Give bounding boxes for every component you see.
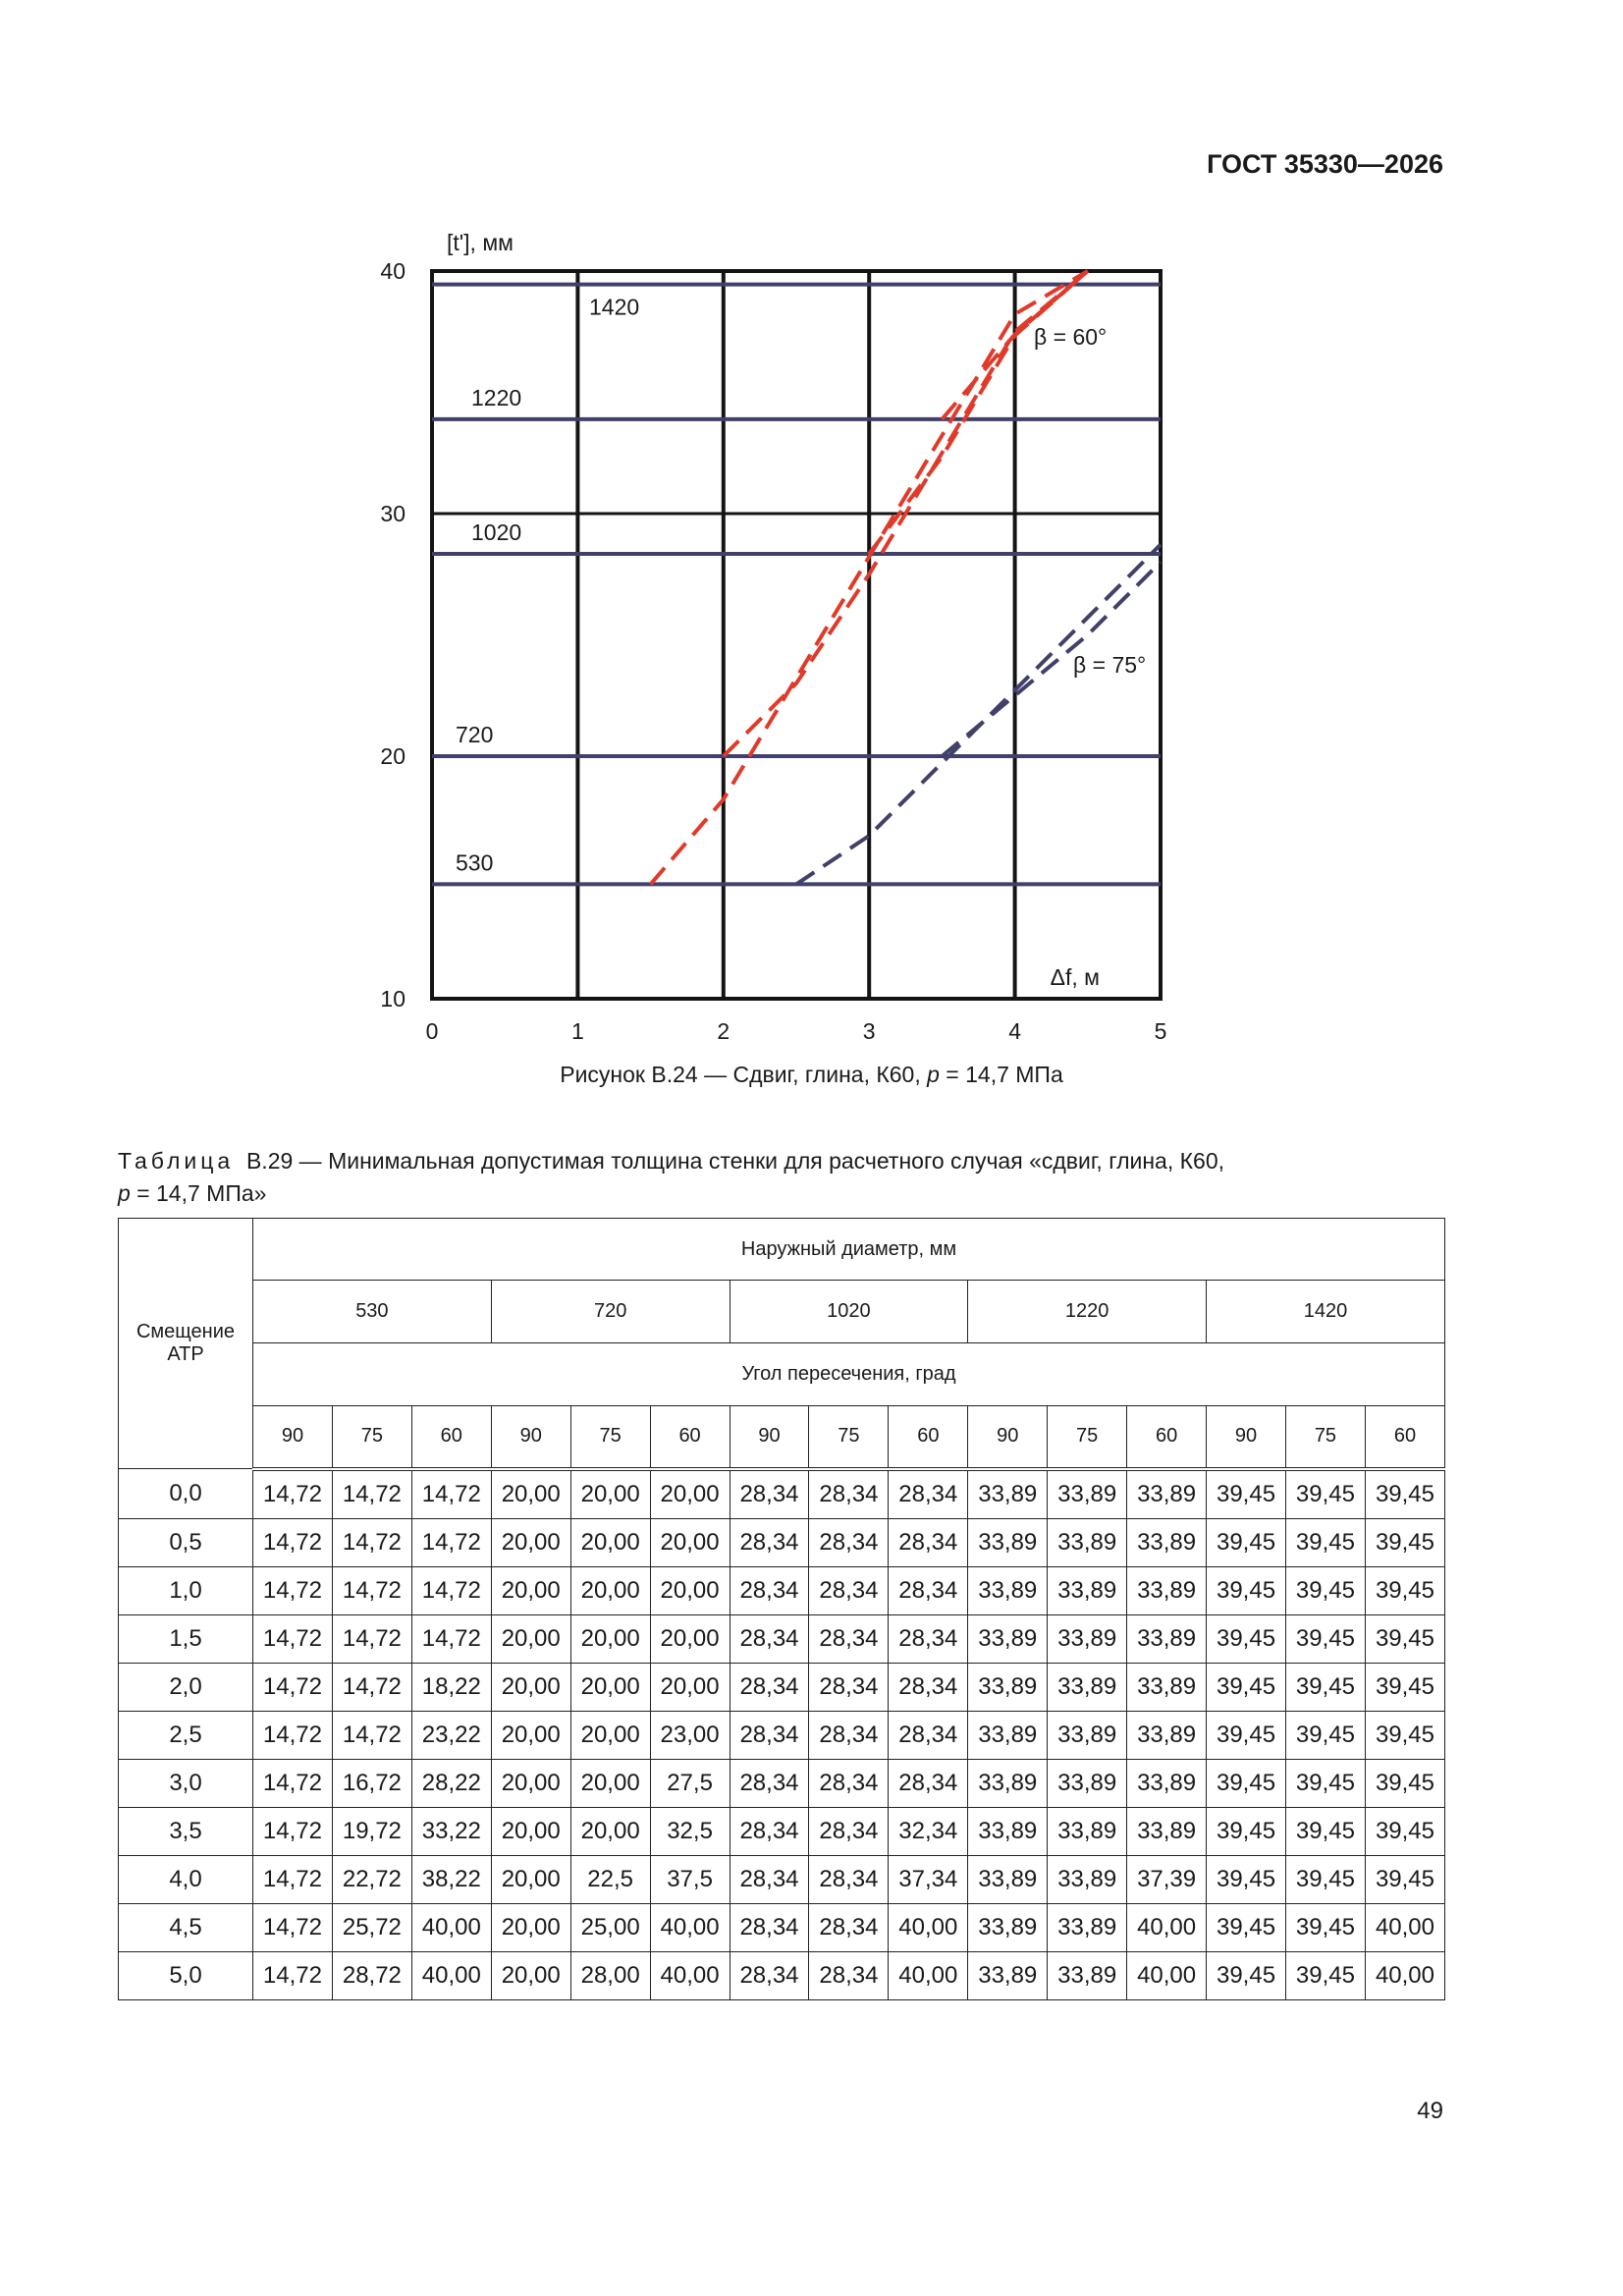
value-cell: 20,00 (491, 1614, 570, 1663)
value-cell: 28,34 (809, 1951, 889, 1999)
curve-beta-75 (796, 545, 1161, 885)
value-cell: 28,34 (809, 1903, 889, 1951)
shift-cell: 3,0 (119, 1759, 253, 1807)
value-cell: 33,89 (1048, 1518, 1127, 1566)
value-cell: 22,72 (332, 1855, 411, 1903)
value-cell: 28,34 (730, 1711, 809, 1759)
value-cell: 37,34 (889, 1855, 968, 1903)
value-cell: 39,45 (1365, 1663, 1444, 1711)
beta-60-label: β = 60° (1034, 324, 1108, 350)
value-cell: 28,34 (889, 1469, 968, 1519)
angle-header-cell: 75 (570, 1406, 650, 1469)
value-cell: 33,89 (1048, 1951, 1127, 1999)
value-cell: 40,00 (650, 1903, 730, 1951)
angle-header-cell: 90 (1207, 1406, 1286, 1469)
value-cell: 39,45 (1365, 1469, 1444, 1519)
value-cell: 28,34 (730, 1614, 809, 1663)
x-tick-label: 1 (571, 1018, 584, 1044)
value-cell: 28,34 (889, 1663, 968, 1711)
x-tick-label: 2 (717, 1018, 730, 1044)
plot-frame (432, 271, 1161, 999)
value-cell: 14,72 (253, 1711, 333, 1759)
angle-header-cell: 75 (332, 1406, 411, 1469)
value-cell: 28,34 (809, 1663, 889, 1711)
value-cell: 39,45 (1285, 1903, 1365, 1951)
value-cell: 20,00 (491, 1951, 570, 1999)
angle-header-cell: 60 (889, 1406, 968, 1469)
value-cell: 23,00 (650, 1711, 730, 1759)
value-cell: 39,45 (1285, 1663, 1365, 1711)
value-cell: 39,45 (1365, 1566, 1444, 1614)
table-row (119, 1759, 1445, 1807)
value-cell: 14,72 (253, 1807, 333, 1855)
value-cell: 39,45 (1207, 1614, 1286, 1663)
value-cell: 28,34 (809, 1759, 889, 1807)
value-cell: 33,89 (1048, 1711, 1127, 1759)
shift-cell: 0,0 (119, 1469, 253, 1519)
value-cell: 20,00 (650, 1614, 730, 1663)
value-cell: 33,89 (968, 1711, 1048, 1759)
angle-header: Угол пересечения, град (253, 1343, 1445, 1406)
value-cell: 39,45 (1365, 1518, 1444, 1566)
value-cell: 25,00 (570, 1903, 650, 1951)
value-cell: 33,89 (1127, 1518, 1207, 1566)
value-cell: 33,89 (968, 1903, 1048, 1951)
table-row (119, 1518, 1445, 1566)
caption-p: p (927, 1062, 940, 1087)
value-cell: 20,00 (650, 1469, 730, 1519)
diameter-line-label: 1220 (471, 384, 522, 410)
value-cell: 28,34 (889, 1566, 968, 1614)
value-cell: 14,72 (253, 1469, 333, 1519)
value-cell: 18,22 (411, 1663, 491, 1711)
value-cell: 33,89 (968, 1855, 1048, 1903)
value-cell: 33,89 (1127, 1566, 1207, 1614)
outer-diameter-header: Наружный диаметр, мм (253, 1219, 1445, 1281)
y-axis-label: [t'], мм (447, 230, 514, 255)
angle-header-cell: 60 (1365, 1406, 1444, 1469)
value-cell: 20,00 (570, 1759, 650, 1807)
table-row (119, 1663, 1445, 1711)
table-row (119, 1951, 1445, 1999)
value-cell: 28,34 (730, 1469, 809, 1519)
value-cell: 32,34 (889, 1807, 968, 1855)
value-cell: 33,89 (968, 1469, 1048, 1519)
value-cell: 28,34 (809, 1807, 889, 1855)
value-cell: 14,72 (332, 1614, 411, 1663)
value-cell: 33,89 (1048, 1469, 1127, 1519)
value-cell: 20,00 (570, 1807, 650, 1855)
table-row (119, 1614, 1445, 1663)
shift-cell: 5,0 (119, 1951, 253, 1999)
table-title-text2: = 14,7 МПа» (130, 1180, 267, 1206)
value-cell: 37,39 (1127, 1855, 1207, 1903)
chart-grid (432, 271, 1161, 999)
value-cell: 39,45 (1207, 1566, 1286, 1614)
value-cell: 28,34 (889, 1614, 968, 1663)
value-cell: 40,00 (650, 1951, 730, 1999)
value-cell: 20,00 (491, 1711, 570, 1759)
value-cell: 28,34 (809, 1566, 889, 1614)
value-cell: 39,45 (1207, 1951, 1286, 1999)
value-cell: 33,89 (1127, 1614, 1207, 1663)
value-cell: 33,89 (1048, 1566, 1127, 1614)
value-cell: 37,5 (650, 1855, 730, 1903)
diameter-line-label: 1420 (589, 294, 640, 320)
value-cell: 20,00 (570, 1566, 650, 1614)
value-cell: 39,45 (1207, 1469, 1286, 1519)
value-cell: 20,00 (650, 1518, 730, 1566)
shift-cell: 4,5 (119, 1903, 253, 1951)
value-cell: 27,5 (650, 1759, 730, 1807)
shift-cell: 0,5 (119, 1518, 253, 1566)
value-cell: 28,34 (809, 1614, 889, 1663)
value-cell: 20,00 (570, 1663, 650, 1711)
value-cell: 38,22 (411, 1855, 491, 1903)
value-cell: 39,45 (1285, 1951, 1365, 1999)
shift-cell: 1,5 (119, 1614, 253, 1663)
table-title (118, 1145, 1443, 1210)
value-cell: 33,89 (1127, 1663, 1207, 1711)
value-cell: 40,00 (889, 1903, 968, 1951)
value-cell: 28,34 (730, 1951, 809, 1999)
value-cell: 32,5 (650, 1807, 730, 1855)
table-row (119, 1469, 1445, 1519)
value-cell: 33,89 (968, 1518, 1048, 1566)
value-cell: 14,72 (332, 1711, 411, 1759)
value-cell: 28,34 (730, 1663, 809, 1711)
value-cell: 14,72 (253, 1951, 333, 1999)
angle-header-cell: 90 (491, 1406, 570, 1469)
value-cell: 28,34 (730, 1518, 809, 1566)
value-cell: 40,00 (1127, 1951, 1207, 1999)
value-cell: 20,00 (491, 1903, 570, 1951)
value-cell: 20,00 (650, 1566, 730, 1614)
y-tick-label: 20 (380, 743, 406, 769)
value-cell: 33,89 (1127, 1759, 1207, 1807)
value-cell: 28,34 (730, 1807, 809, 1855)
table-title-word: Таблица (118, 1148, 235, 1174)
shift-cell: 3,5 (119, 1807, 253, 1855)
value-cell: 39,45 (1207, 1518, 1286, 1566)
value-cell: 39,45 (1207, 1807, 1286, 1855)
tick-labels (380, 258, 1166, 1044)
value-cell: 28,72 (332, 1951, 411, 1999)
shift-cell: 4,0 (119, 1855, 253, 1903)
value-cell: 33,89 (1048, 1903, 1127, 1951)
value-cell: 28,34 (730, 1903, 809, 1951)
value-cell: 39,45 (1207, 1903, 1286, 1951)
page-number: 49 (1417, 2098, 1443, 2124)
x-tick-label: 0 (425, 1018, 439, 1044)
value-cell: 40,00 (1365, 1903, 1444, 1951)
table-title-p: p (118, 1180, 131, 1206)
value-cell: 14,72 (332, 1469, 411, 1519)
value-cell: 39,45 (1365, 1614, 1444, 1663)
value-cell: 20,00 (570, 1469, 650, 1519)
value-cell: 14,72 (411, 1566, 491, 1614)
value-cell: 14,72 (253, 1759, 333, 1807)
value-cell: 14,72 (253, 1663, 333, 1711)
value-cell: 33,89 (1048, 1663, 1127, 1711)
x-tick-label: 4 (1008, 1018, 1021, 1044)
value-cell: 20,00 (491, 1759, 570, 1807)
figure-caption (0, 1062, 1623, 1088)
diameter-line-label: 720 (456, 722, 494, 747)
value-cell: 14,72 (332, 1566, 411, 1614)
value-cell: 20,00 (570, 1518, 650, 1566)
x-tick-label: 3 (862, 1018, 876, 1044)
value-cell: 28,34 (809, 1469, 889, 1519)
value-cell: 14,72 (253, 1518, 333, 1566)
value-cell: 40,00 (411, 1951, 491, 1999)
value-cell: 28,34 (730, 1566, 809, 1614)
value-cell: 14,72 (411, 1518, 491, 1566)
table-row (119, 1903, 1445, 1951)
value-cell: 39,45 (1365, 1855, 1444, 1903)
shift-chart (353, 216, 1217, 1051)
table-title-text: В.29 — Минимальная допустимая толщина стенки для расчетного случая «сдвиг, глина, К60, (245, 1148, 1224, 1174)
angle-header-cell: 60 (1127, 1406, 1207, 1469)
value-cell: 33,22 (411, 1807, 491, 1855)
row-header-shift: Смещение АТР (119, 1219, 253, 1469)
diameter-header: 1420 (1207, 1281, 1445, 1343)
angle-header-cell: 75 (1285, 1406, 1365, 1469)
shift-cell: 1,0 (119, 1566, 253, 1614)
value-cell: 20,00 (491, 1518, 570, 1566)
value-cell: 22,5 (570, 1855, 650, 1903)
value-cell: 20,00 (491, 1566, 570, 1614)
diameter-lines (432, 285, 1161, 885)
value-cell: 33,89 (968, 1951, 1048, 1999)
value-cell: 33,89 (968, 1566, 1048, 1614)
value-cell: 33,89 (968, 1759, 1048, 1807)
value-cell: 19,72 (332, 1807, 411, 1855)
caption-prefix: Рисунок В.24 — Сдвиг, глина, К60, (560, 1062, 928, 1087)
standard-number: ГОСТ 35330—2026 (1207, 149, 1443, 179)
value-cell: 39,45 (1285, 1807, 1365, 1855)
diameter-header: 720 (491, 1281, 730, 1343)
value-cell: 39,45 (1207, 1855, 1286, 1903)
value-cell: 33,89 (1127, 1469, 1207, 1519)
value-cell: 39,45 (1365, 1807, 1444, 1855)
diameter-line-label: 530 (456, 849, 494, 876)
angle-header-cell: 60 (411, 1406, 491, 1469)
value-cell: 40,00 (411, 1903, 491, 1951)
value-cell: 39,45 (1285, 1518, 1365, 1566)
value-cell: 33,89 (1048, 1759, 1127, 1807)
value-cell: 28,34 (889, 1759, 968, 1807)
value-cell: 39,45 (1285, 1855, 1365, 1903)
value-cell: 16,72 (332, 1759, 411, 1807)
value-cell: 39,45 (1285, 1759, 1365, 1807)
value-cell: 28,34 (730, 1759, 809, 1807)
diameter-header: 1020 (730, 1281, 968, 1343)
value-cell: 28,34 (809, 1518, 889, 1566)
value-cell: 39,45 (1207, 1663, 1286, 1711)
value-cell: 28,34 (809, 1711, 889, 1759)
angle-header-cell: 60 (650, 1406, 730, 1469)
value-cell: 33,89 (1048, 1614, 1127, 1663)
value-cell: 20,00 (570, 1711, 650, 1759)
value-cell: 20,00 (650, 1663, 730, 1711)
value-cell: 28,34 (809, 1855, 889, 1903)
value-cell: 28,34 (889, 1518, 968, 1566)
diameter-header: 530 (253, 1281, 492, 1343)
value-cell: 33,89 (1048, 1807, 1127, 1855)
table-row (119, 1807, 1445, 1855)
angle-header-cell: 90 (730, 1406, 809, 1469)
value-cell: 39,45 (1285, 1469, 1365, 1519)
value-cell: 14,72 (253, 1855, 333, 1903)
table-row (119, 1711, 1445, 1759)
value-cell: 39,45 (1285, 1711, 1365, 1759)
angle-header-cell: 90 (253, 1406, 333, 1469)
value-cell: 20,00 (570, 1614, 650, 1663)
x-tick-label: 5 (1154, 1018, 1167, 1044)
wall-thickness-table (118, 1218, 1445, 2000)
value-cell: 20,00 (491, 1807, 570, 1855)
chart-curves (651, 271, 1161, 884)
value-cell: 28,22 (411, 1759, 491, 1807)
value-cell: 39,45 (1207, 1711, 1286, 1759)
diameter-header: 1220 (968, 1281, 1207, 1343)
value-cell: 40,00 (1365, 1951, 1444, 1999)
beta-75-label: β = 75° (1073, 652, 1147, 678)
shift-cell: 2,0 (119, 1663, 253, 1711)
value-cell: 23,22 (411, 1711, 491, 1759)
value-cell: 25,72 (332, 1903, 411, 1951)
diameter-line-label: 1020 (471, 519, 522, 546)
table-row (119, 1566, 1445, 1614)
curve-beta-60 (869, 271, 1088, 554)
value-cell: 33,89 (1048, 1855, 1127, 1903)
value-cell: 14,72 (411, 1469, 491, 1519)
caption-suffix: = 14,7 МПа (939, 1062, 1063, 1087)
value-cell: 33,89 (1127, 1807, 1207, 1855)
chart-labels (447, 230, 1146, 990)
value-cell: 33,89 (968, 1807, 1048, 1855)
value-cell: 40,00 (889, 1951, 968, 1999)
value-cell: 20,00 (491, 1663, 570, 1711)
value-cell: 28,34 (889, 1711, 968, 1759)
y-tick-label: 40 (380, 258, 406, 284)
value-cell: 39,45 (1285, 1614, 1365, 1663)
y-tick-label: 10 (380, 986, 406, 1011)
value-cell: 14,72 (253, 1614, 333, 1663)
value-cell: 39,45 (1365, 1759, 1444, 1807)
value-cell: 28,34 (730, 1855, 809, 1903)
x-axis-label: Δf, м (1050, 964, 1100, 990)
value-cell: 14,72 (332, 1663, 411, 1711)
value-cell: 33,89 (968, 1614, 1048, 1663)
value-cell: 33,89 (968, 1663, 1048, 1711)
angle-header-cell: 75 (809, 1406, 889, 1469)
value-cell: 14,72 (411, 1614, 491, 1663)
value-cell: 20,00 (491, 1855, 570, 1903)
shift-cell: 2,5 (119, 1711, 253, 1759)
value-cell: 20,00 (491, 1469, 570, 1519)
value-cell: 14,72 (253, 1903, 333, 1951)
value-cell: 14,72 (332, 1518, 411, 1566)
angle-header-cell: 90 (968, 1406, 1048, 1469)
value-cell: 40,00 (1127, 1903, 1207, 1951)
table-row (119, 1855, 1445, 1903)
value-cell: 14,72 (253, 1566, 333, 1614)
y-tick-label: 30 (380, 501, 406, 526)
value-cell: 39,45 (1207, 1759, 1286, 1807)
value-cell: 28,00 (570, 1951, 650, 1999)
table-body (119, 1469, 1445, 2000)
value-cell: 33,89 (1127, 1711, 1207, 1759)
angle-header-cell: 75 (1048, 1406, 1127, 1469)
value-cell: 39,45 (1285, 1566, 1365, 1614)
value-cell: 39,45 (1365, 1711, 1444, 1759)
